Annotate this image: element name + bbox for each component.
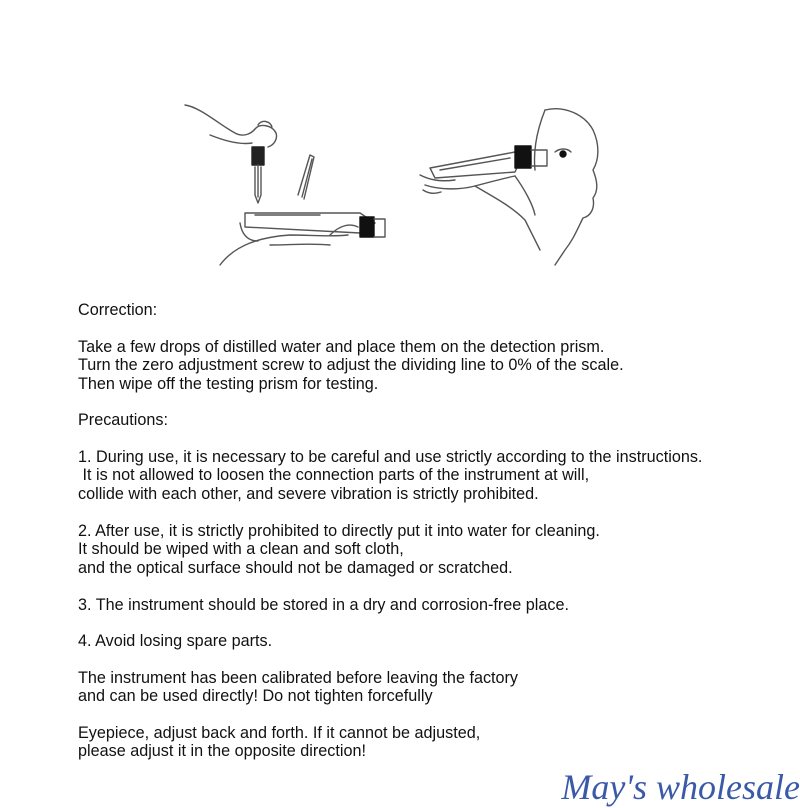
calibration-note: The instrument has been calibrated before leaving the factory and can be used directly! Do not tighten forcefully xyxy=(78,669,519,706)
precaution-item-2: 2. After use, it is strictly prohibited to directly put it into water for cleaning. It should be wiped with a clean and soft cloth, and the optical surface should not be damaged or scratched. xyxy=(78,522,600,577)
dropper-prism-illustration xyxy=(180,95,410,270)
precaution-item-1: 1. During use, it is necessary to be careful and use strictly according to the instructions. It is not allowed to loosen the connection parts of the instrument at will, collide with each other, and severe vibration is strictly prohibited. xyxy=(78,448,703,503)
precaution-item-3: 3. The instrument should be stored in a dry and corrosion-free place. xyxy=(78,596,569,614)
correction-heading: Correction: xyxy=(78,301,158,319)
precautions-heading: Precautions: xyxy=(78,411,168,429)
seller-watermark: May's wholesale xyxy=(561,767,800,807)
eyepiece-viewing-illustration xyxy=(415,90,615,270)
correction-text xyxy=(78,338,794,393)
correction-line: Turn the zero adjustment screw to adjust the dividing line to 0% of the scale. xyxy=(78,356,624,375)
correction-line: Take a few drops of distilled water and place them on the detection prism. xyxy=(78,338,605,356)
precaution-item-4: 4. Avoid losing spare parts. xyxy=(78,632,273,650)
correction-line: Then wipe off the testing prism for testing. xyxy=(78,374,379,393)
eyepiece-note: Eyepiece, adjust back and forth. If it cannot be adjusted, please adjust it in the opposite direction! xyxy=(78,724,481,761)
